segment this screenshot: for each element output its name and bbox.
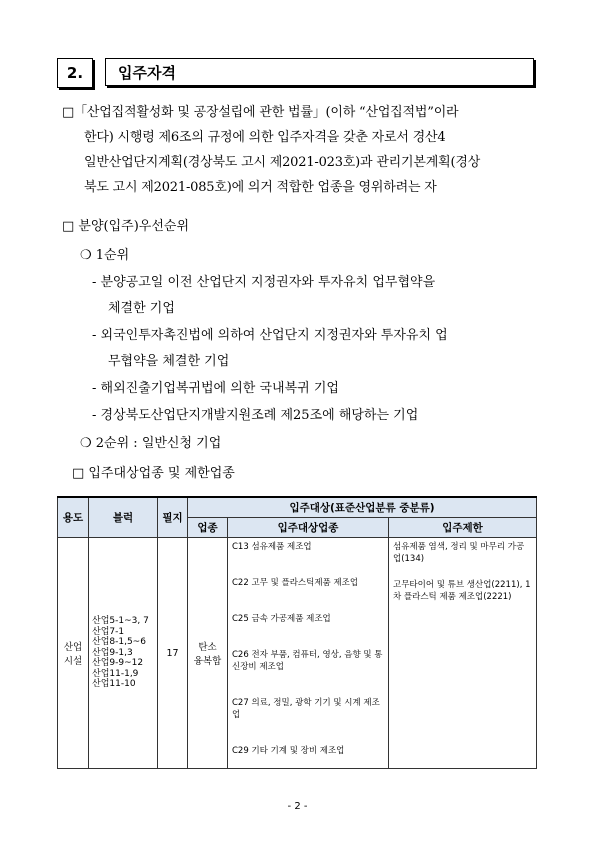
block-item: 산업11-10 (92, 679, 136, 690)
industry-table (57, 496, 537, 769)
section-header (57, 58, 536, 88)
block-item: 산업5-1~3, 7 (92, 616, 149, 627)
second-priority: ❍ 2순위 : 일반신청 기업 (80, 436, 222, 451)
header-industry: 업종 (188, 518, 228, 538)
section-number: 2. (57, 58, 93, 88)
target-item: C22 고무 및 플라스틱제품 제조업 (232, 578, 359, 588)
header-group: 입주대상(표준산업분류 중분류) (188, 497, 537, 518)
priority-item: - 해외진출기업복귀법에 의한 국내복귀 기업 (92, 381, 339, 396)
block-item: 산업9-9~12 (92, 658, 144, 669)
header-block: 블럭 (89, 497, 158, 538)
section-title: 입주자격 (105, 58, 534, 86)
block-item: 산업8-1,5~6 (92, 637, 146, 648)
target-item: C26 전자 부품, 컴퓨터, 영상, 음향 및 통신장비 제조업 (232, 650, 383, 672)
qualification-paragraph (62, 100, 544, 200)
cell-restrictions (389, 538, 537, 769)
priority-item: - 외국인투자촉진법에 의하여 산업단지 지정권자와 투자유치 업 (92, 328, 448, 343)
cell-blocks (89, 538, 158, 769)
priority-heading: □ 분양(입주)우선순위 (62, 219, 190, 234)
priority-item-cont: 체결한 기업 (108, 301, 175, 316)
cell-industry: 탄소 융복합 (188, 538, 228, 769)
target-item: C27 의료, 정밀, 광학 기기 및 시계 제조업 (232, 698, 380, 720)
priority-item: - 경상북도산업단지개발지원조례 제25조에 해당하는 기업 (92, 408, 419, 423)
restriction-item: 고무타이어 및 튜브 생산업(2211), 1차 플라스틱 제품 제조업(2221) (393, 580, 531, 602)
table-heading: □ 입주대상업종 및 제한업종 (72, 466, 235, 481)
cell-parcels: 17 (158, 538, 188, 769)
block-item: 산업11-1,9 (92, 668, 139, 679)
target-item: C29 기타 기계 및 장비 제조업 (232, 746, 345, 756)
table-row (58, 538, 537, 769)
page-number: - 2 - (287, 801, 308, 812)
priority-item-cont: 무협약을 체결한 기업 (108, 354, 230, 369)
restriction-item: 섬유제품 염색, 정리 및 마무리 가공업(134) (393, 542, 525, 564)
block-item: 산업9-1,3 (92, 647, 133, 658)
cell-use: 산업 시설 (58, 538, 89, 769)
header-target: 입주대상업종 (228, 518, 389, 538)
header-parcels: 필지 (158, 497, 188, 538)
paragraph-line: 한다) 시행령 제6조의 규정에 의한 입주자격을 갖춘 자로서 경산4 (84, 130, 446, 145)
paragraph-line: □「산업집적활성화 및 공장설립에 관한 법률」(이하 “산업집적법”이라 (62, 105, 459, 120)
paragraph-line: 북도 고시 제2021-085호)에 의거 적합한 업종을 영위하려는 자 (84, 180, 437, 195)
target-item: C13 섬유제품 제조업 (232, 542, 312, 552)
target-item: C25 금속 가공제품 제조업 (232, 614, 331, 624)
block-item: 산업7-1 (92, 626, 125, 637)
first-priority-label: ❍ 1순위 (80, 248, 130, 263)
header-use: 용도 (58, 497, 89, 538)
header-restriction: 입주제한 (389, 518, 537, 538)
paragraph-line: 일반산업단지계획(경상북도 고시 제2021-023호)과 관리기본계획(경상 (84, 155, 481, 170)
priority-item: - 분양공고일 이전 산업단지 지정권자와 투자유치 업무협약을 (92, 275, 436, 290)
cell-targets (228, 538, 389, 769)
